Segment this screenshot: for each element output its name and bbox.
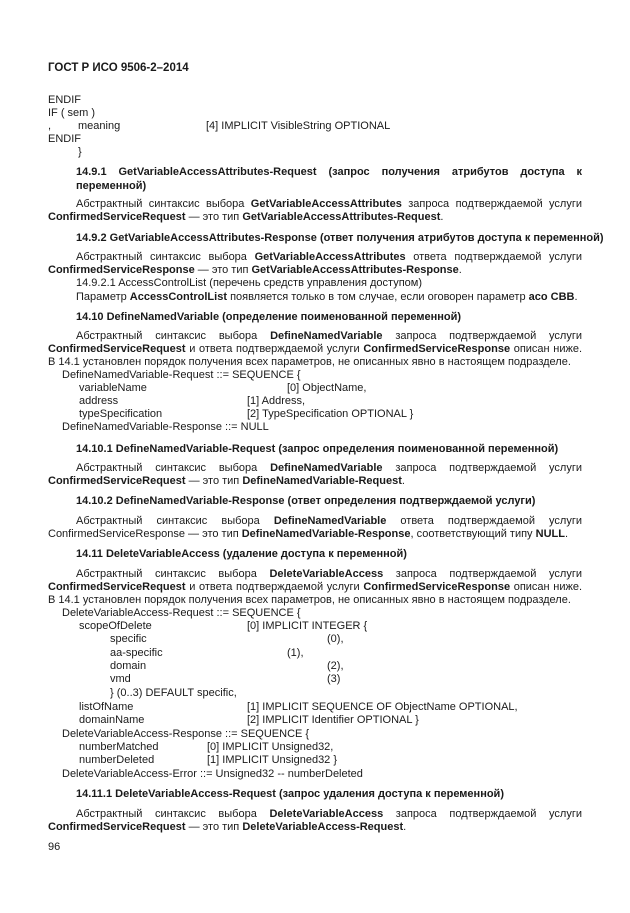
code-line: [0] IMPLICIT Unsigned32, bbox=[207, 741, 334, 753]
subsection-heading: 14.9.2.1 AccessControlList (перечень средств управления доступом) bbox=[76, 277, 423, 289]
code-line: address bbox=[79, 395, 119, 407]
code-line: } (0..3) DEFAULT specific, bbox=[110, 687, 237, 699]
code-line: DeleteVariableAccess-Response ::= SEQUENCE { bbox=[62, 728, 310, 740]
paragraph-line: ConfirmedServiceRequest — это тип DefineNamedVariable-Request. bbox=[48, 475, 405, 487]
code-line: variableName bbox=[79, 382, 147, 394]
code-line: [0] ObjectName, bbox=[287, 382, 367, 394]
code-line: [2] TypeSpecification OPTIONAL } bbox=[247, 408, 414, 420]
paragraph-line: Абстрактный синтаксис выбора GetVariableAccessAttributes ответа подтверждаемой услуги bbox=[76, 251, 582, 263]
paragraph-line: В 14.1 установлен порядок получения всех параметров, не описанных явно в настоящем подразделе. bbox=[48, 356, 571, 368]
code-line: [1] IMPLICIT SEQUENCE OF ObjectName OPTIONAL, bbox=[247, 701, 518, 713]
section-heading: 14.10 DefineNamedVariable (определение поименованной переменной) bbox=[76, 311, 462, 323]
code-line: typeSpecification bbox=[79, 408, 163, 420]
paragraph-line: Параметр AccessControlList появляется только в том случае, если оговорен параметр aco CBB. bbox=[76, 291, 578, 303]
code-line: aa-specific bbox=[110, 647, 163, 659]
paragraph-line: ConfirmedServiceRequest и ответа подтверждаемой услуги ConfirmedServiceResponse описан ниже. bbox=[48, 581, 583, 593]
code-line: [2] IMPLICIT Identifier OPTIONAL } bbox=[247, 714, 419, 726]
code-line: (1), bbox=[287, 647, 304, 659]
code-line: scopeOfDelete bbox=[79, 620, 152, 632]
code-line: ENDIF bbox=[48, 94, 81, 106]
code-line: , bbox=[48, 120, 52, 132]
code-line: DeleteVariableAccess-Error ::= Unsigned32 -- numberDeleted bbox=[62, 768, 363, 780]
code-line: DefineNamedVariable-Request ::= SEQUENCE { bbox=[62, 369, 301, 381]
paragraph-line: ConfirmedServiceResponse — это тип GetVariableAccessAttributes-Response. bbox=[48, 264, 462, 276]
code-line: DeleteVariableAccess-Request ::= SEQUENCE { bbox=[62, 607, 301, 619]
document-header: ГОСТ Р ИСО 9506-2–2014 bbox=[48, 62, 189, 74]
paragraph-line: Абстрактный синтаксис выбора GetVariableAccessAttributes запроса подтверждаемой услуги bbox=[76, 198, 582, 210]
code-line: vmd bbox=[110, 673, 131, 685]
section-heading: 14.10.1 DefineNamedVariable-Request (запрос определения поименованной переменной) bbox=[76, 443, 559, 455]
code-line: ENDIF bbox=[48, 133, 81, 145]
code-line: (0), bbox=[327, 633, 344, 645]
paragraph-line: Абстрактный синтаксис выбора DefineNamedVariable запроса подтверждаемой услуги bbox=[76, 462, 582, 474]
paragraph-line: ConfirmedServiceRequest — это тип GetVariableAccessAttributes-Request. bbox=[48, 211, 444, 223]
code-line: meaning bbox=[78, 120, 121, 132]
code-line: domainName bbox=[79, 714, 145, 726]
section-heading: 14.9.1 GetVariableAccessAttributes-Request (запрос получения атрибутов доступа к bbox=[76, 166, 583, 178]
paragraph-line: ConfirmedServiceRequest и ответа подтверждаемой услуги ConfirmedServiceResponse описан ниже. bbox=[48, 343, 583, 355]
code-line: [4] IMPLICIT VisibleString OPTIONAL bbox=[206, 120, 391, 132]
code-line: (2), bbox=[327, 660, 344, 672]
code-line: [1] Address, bbox=[247, 395, 306, 407]
paragraph-line: Абстрактный синтаксис выбора DefineNamedVariable ответа подтверждаемой услуги bbox=[76, 515, 583, 527]
code-line: } bbox=[78, 146, 82, 158]
code-line: IF ( sem ) bbox=[48, 107, 96, 119]
section-heading: 14.10.2 DefineNamedVariable-Response (ответ определения подтверждаемой услуги) bbox=[76, 495, 536, 507]
code-line: DefineNamedVariable-Response ::= NULL bbox=[62, 421, 269, 433]
paragraph-line: Абстрактный синтаксис выбора DeleteVariableAccess запроса подтверждаемой услуги bbox=[76, 808, 583, 820]
code-line: domain bbox=[110, 660, 147, 672]
page-number: 96 bbox=[48, 841, 61, 853]
code-line: numberMatched bbox=[79, 741, 159, 753]
code-line: (3) bbox=[327, 673, 341, 685]
code-line: numberDeleted bbox=[79, 754, 155, 766]
code-line: specific bbox=[110, 633, 147, 645]
code-line: [1] IMPLICIT Unsigned32 } bbox=[207, 754, 338, 766]
paragraph-line: Абстрактный синтаксис выбора DefineNamedVariable запроса подтверждаемой услуги bbox=[76, 330, 582, 342]
paragraph-line: Абстрактный синтаксис выбора DeleteVariableAccess запроса подтверждаемой услуги bbox=[76, 568, 583, 580]
code-line: listOfName bbox=[79, 701, 134, 713]
section-heading: 14.9.2 GetVariableAccessAttributes-Response (ответ получения атрибутов доступа к переменной) bbox=[76, 232, 604, 244]
paragraph-line: ConfirmedServiceResponse — это тип DefineNamedVariable-Response, соответствующий типу NULL. bbox=[48, 528, 569, 540]
section-heading: 14.11.1 DeleteVariableAccess-Request (запрос удаления доступа к переменной) bbox=[76, 788, 504, 800]
paragraph-line: В 14.1 установлен порядок получения всех параметров, не описанных явно в настоящем подразделе. bbox=[48, 594, 571, 606]
section-heading-cont: переменной) bbox=[76, 180, 147, 192]
code-line: [0] IMPLICIT INTEGER { bbox=[247, 620, 368, 632]
section-heading: 14.11 DeleteVariableAccess (удаление доступа к переменной) bbox=[76, 548, 407, 560]
paragraph-line: ConfirmedServiceRequest — это тип DeleteVariableAccess-Request. bbox=[48, 821, 407, 833]
